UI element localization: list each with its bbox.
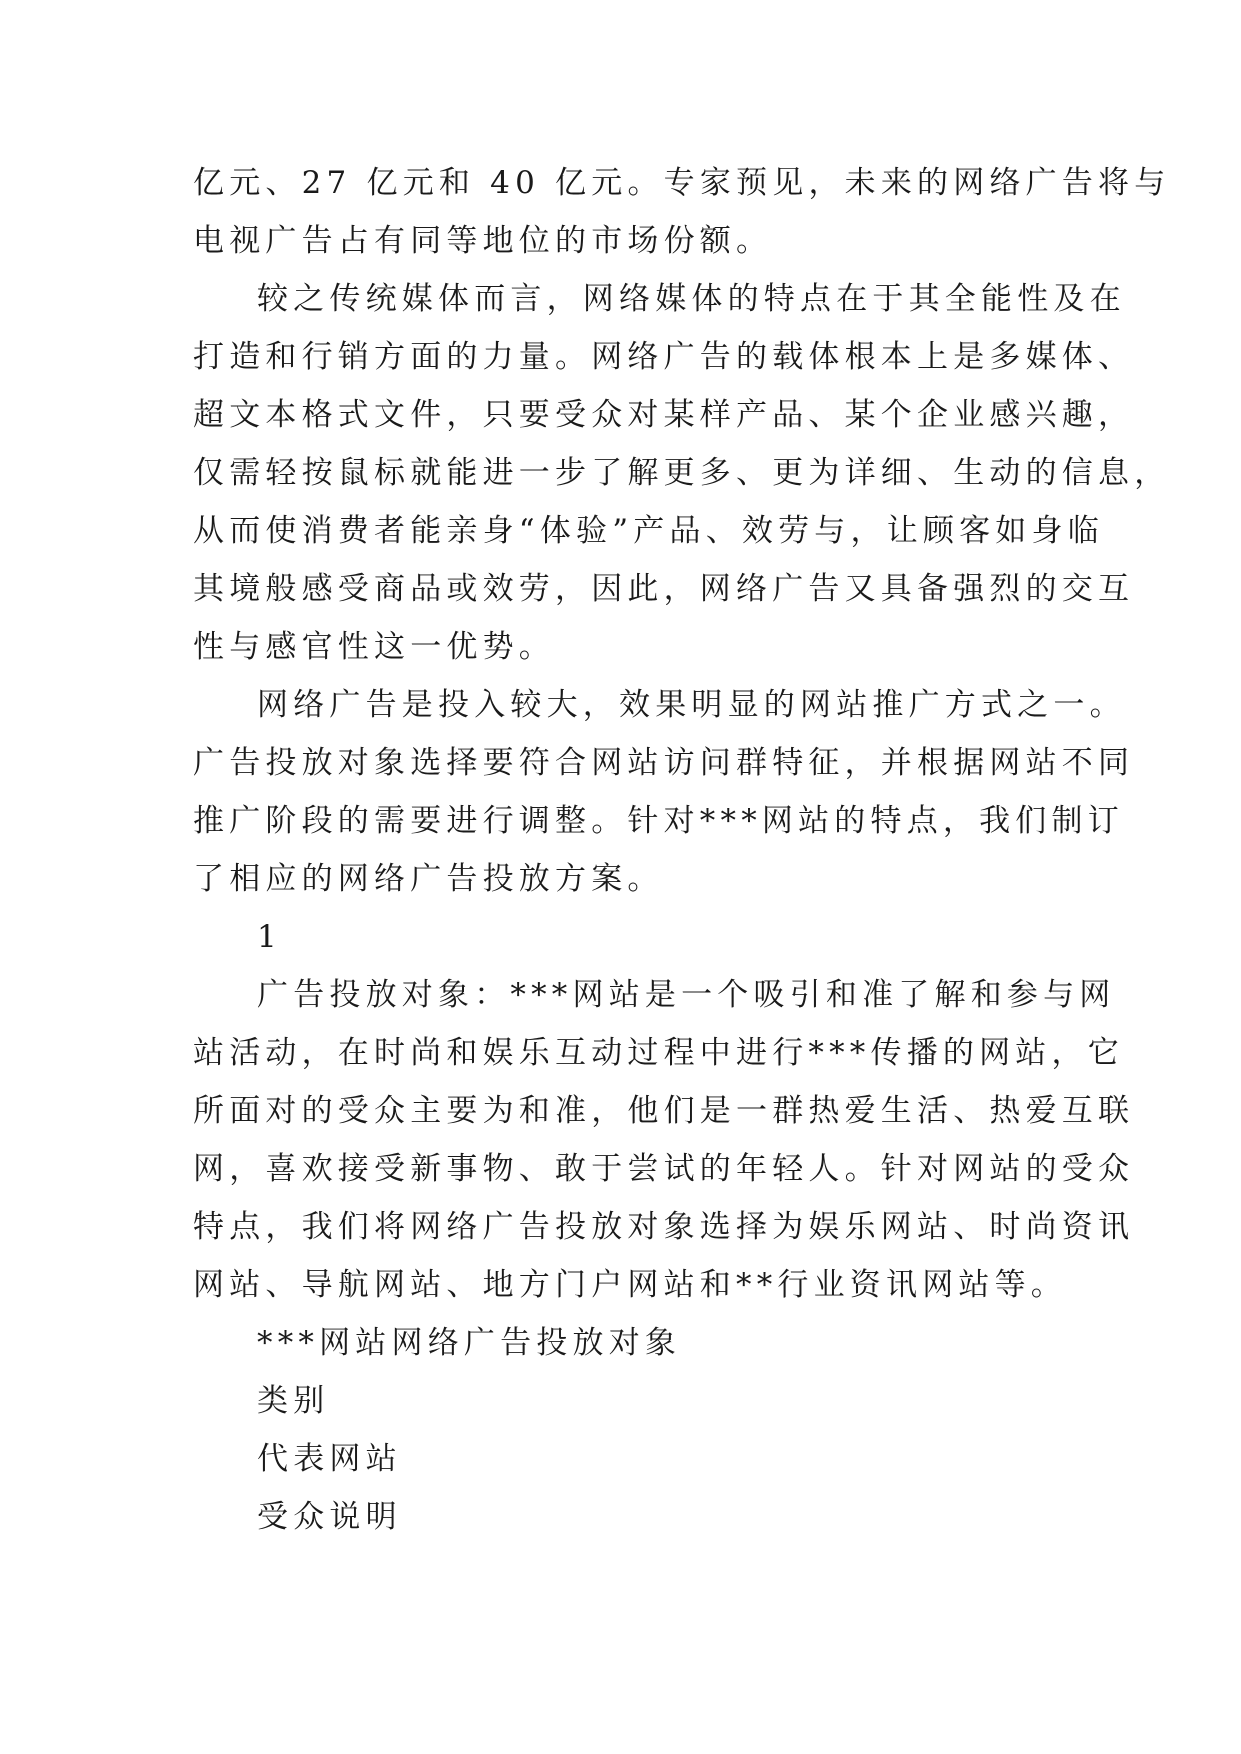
text-line: 打造和行销方面的力量。网络广告的载体根本上是多媒体、 (193, 339, 1135, 375)
table-header-audience: 受众说明 (257, 1499, 402, 1535)
text-line: 网络广告是投入较大，效果明显的网站推广方式之一。 (257, 687, 1126, 723)
text-line: 网站、导航网站、地方门户网站和**行业资讯网站等。 (193, 1267, 1067, 1303)
table-caption: ***网站网络广告投放对象 (257, 1325, 682, 1361)
text-line: 站活动，在时尚和娱乐互动过程中进行***传播的网站，它 (193, 1035, 1124, 1071)
text-line: 电视广告占有同等地位的市场份额。 (193, 223, 773, 259)
text-line: 仅需轻按鼠标就能进一步了解更多、更为详细、生动的信息， (193, 455, 1171, 491)
section-number: 1 (257, 919, 282, 955)
text-line: 其境般感受商品或效劳，因此，网络广告又具备强烈的交互 (193, 571, 1135, 607)
text-line: 推广阶段的需要进行调整。针对***网站的特点，我们制订 (193, 803, 1124, 839)
text-line: 网，喜欢接受新事物、敢于尝试的年轻人。针对网站的受众 (193, 1151, 1135, 1187)
table-header-sites: 代表网站 (257, 1441, 402, 1477)
text-line: 广告投放对象选择要符合网站访问群特征，并根据网站不同 (193, 745, 1135, 781)
text-line: 性与感官性这一优势。 (193, 629, 555, 665)
table-header-category: 类别 (257, 1383, 330, 1419)
text-line: 亿元、27 亿元和 40 亿元。专家预见，未来的网络广告将与 (193, 165, 1171, 201)
text-line: 广告投放对象：***网站是一个吸引和准了解和参与网 (257, 977, 1116, 1013)
text-line: 从而使消费者能亲身“体验”产品、效劳与，让顾客如身临 (193, 513, 1104, 549)
text-line: 较之传统媒体而言，网络媒体的特点在于其全能性及在 (257, 281, 1126, 317)
text-line: 超文本格式文件，只要受众对某样产品、某个企业感兴趣， (193, 397, 1135, 433)
text-line: 了相应的网络广告投放方案。 (193, 861, 664, 897)
text-line: 特点，我们将网络广告投放对象选择为娱乐网站、时尚资讯 (193, 1209, 1135, 1245)
text-line: 所面对的受众主要为和准，他们是一群热爱生活、热爱互联 (193, 1093, 1135, 1129)
